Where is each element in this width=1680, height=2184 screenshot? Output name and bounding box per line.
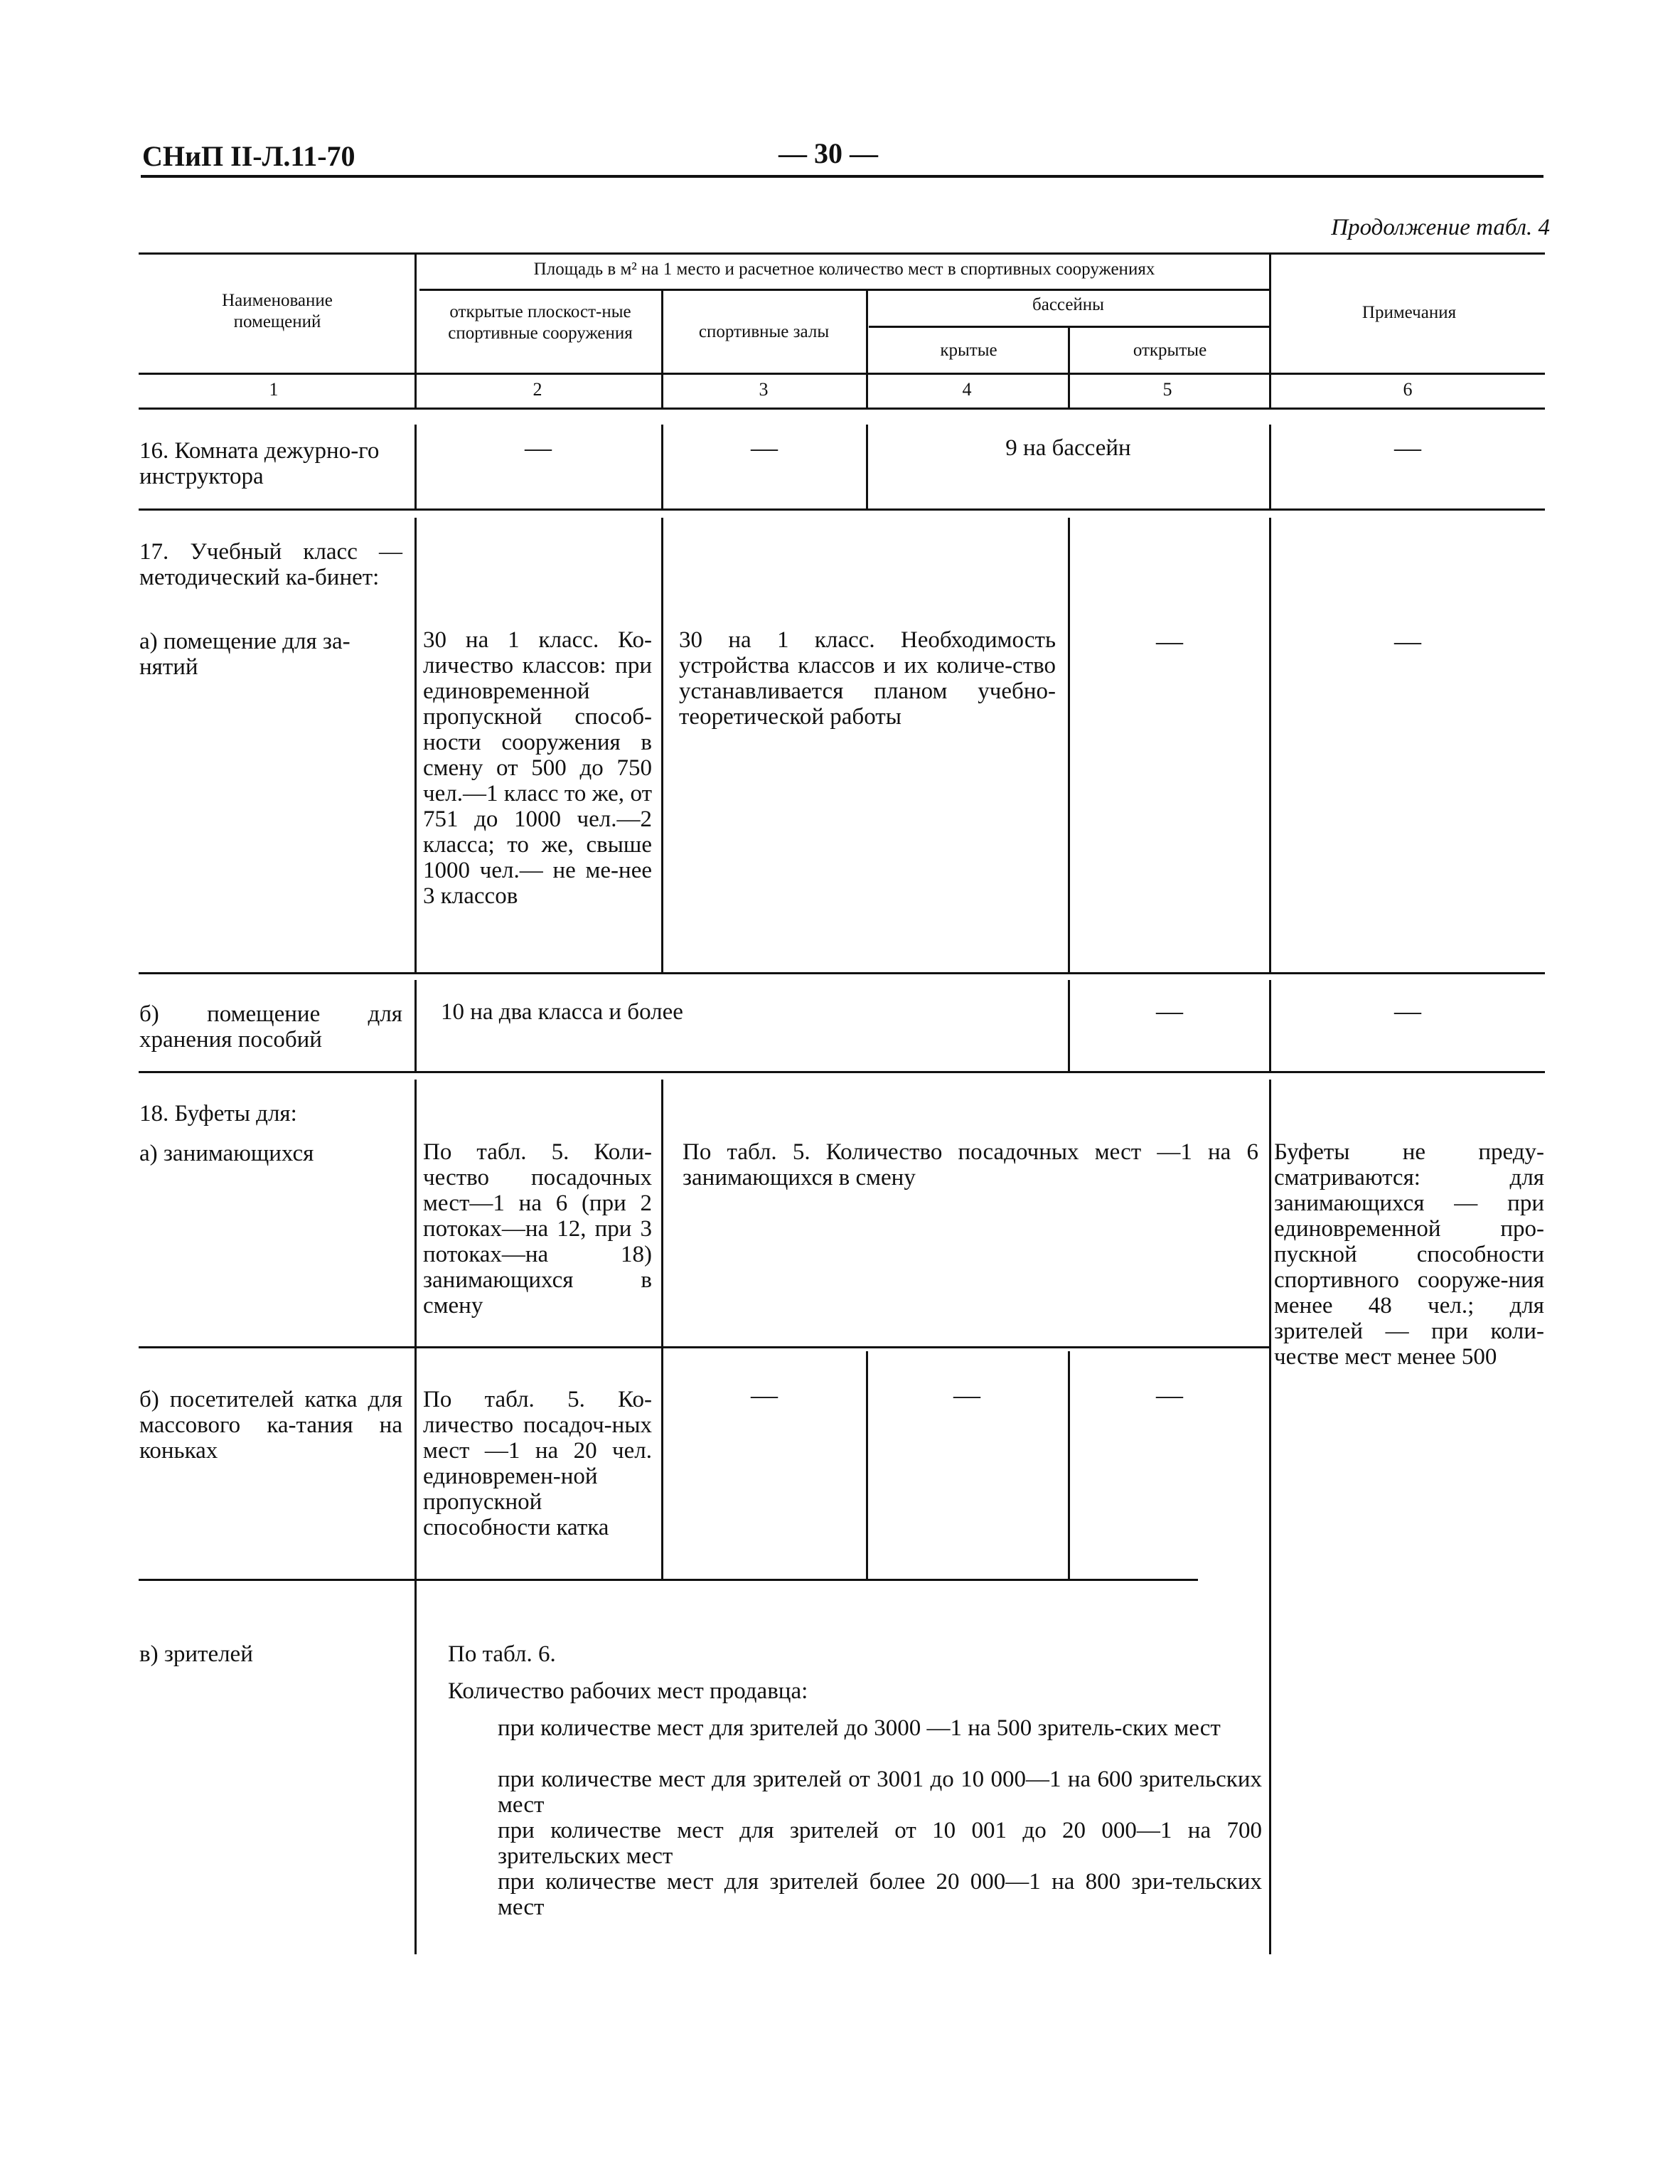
column-number-6: 6: [1403, 379, 1413, 400]
header-area-group: Площадь в м² на 1 место и расчетное количество мест в спортивных сооружениях: [533, 260, 1155, 279]
divider-col4: [1068, 326, 1070, 407]
page-number: — 30 —: [779, 137, 878, 169]
row16-bottom-rule: [139, 508, 1545, 511]
row18a-name: а) занимающихся: [139, 1141, 314, 1166]
header-sports-halls: спортивные залы: [698, 322, 830, 341]
row18c-reference: По табл. 6.: [448, 1641, 556, 1667]
row18-name: 18. Буфеты для:: [139, 1101, 297, 1126]
divider-col2-r16: [661, 425, 663, 508]
divider-col4-r17: [1068, 518, 1070, 972]
row18b-col4-dash: —: [953, 1380, 980, 1410]
row18b-name: б) посетителей катка для массового ка-тания на коньках: [139, 1387, 402, 1464]
row18c-item-2: при количестве мест для зрителей от 3001 до 10 000—1 на 600 зрительских мест: [498, 1767, 1262, 1818]
divider-col3-r16: [866, 425, 868, 508]
header-notes: Примечания: [1361, 303, 1457, 322]
divider-col4-r18b: [1068, 1351, 1070, 1579]
header-room-name: Наименование помещений: [222, 291, 333, 331]
number-row-rule: [139, 407, 1545, 410]
row18b-col3-dash: —: [751, 1380, 778, 1410]
column-number-2: 2: [533, 379, 542, 400]
header-pools: бассейны: [1032, 295, 1104, 314]
row18b-bottom-rule: [139, 1579, 1198, 1581]
row17b-col24: 10 на два класса и более: [441, 999, 683, 1025]
divider-col5-r18: [1269, 1080, 1271, 1954]
row17a-bottom-rule: [139, 972, 1545, 974]
row18c-item-4: при количестве мест для зрителей более 20 000—1 на 800 зри-тельских мест: [498, 1869, 1262, 1920]
row16-col3-dash: —: [751, 433, 778, 463]
row18c-name: в) зрителей: [139, 1641, 253, 1667]
divider-col1-r16: [414, 425, 417, 508]
header-indoor: крытые: [940, 341, 997, 360]
row17b-notes-dash: —: [1394, 996, 1421, 1026]
header-rule: [141, 175, 1543, 178]
header-rule-bottom: [139, 373, 1545, 375]
row18a-col35: По табл. 5. Количество посадочных мест —1 на 6 занимающихся в смену: [683, 1139, 1258, 1190]
document-code: СНиП II-Л.11-70: [142, 140, 355, 172]
divider-col1-r18: [414, 1080, 417, 1954]
divider-col1-r17: [414, 518, 417, 972]
row18b-col2: По табл. 5. Ко-личество посадоч-ных мест —1 на 20 чел. единовремен-ной пропускной способности катка: [423, 1387, 652, 1540]
column-number-5: 5: [1162, 379, 1172, 400]
row17b-col5-dash: —: [1156, 996, 1183, 1026]
row17b-bottom-rule: [139, 1071, 1545, 1073]
table-continuation-label: Продолжение табл. 4: [1331, 215, 1550, 240]
row18-note: Буфеты не преду-сматриваются: для занимающихся — при единовременной про-пускной способности спортивного сооруже-ния менее 48 чел.; для зрителей — при коли-честве мест менее 500: [1274, 1139, 1544, 1370]
row18a-bottom-rule: [139, 1346, 1269, 1348]
row17-name: 17. Учебный класс — методический ка-бинет:: [139, 539, 402, 590]
divider-col3-r18b: [866, 1351, 868, 1579]
divider-col2-r18: [661, 1080, 663, 1579]
row17a-notes-dash: —: [1394, 627, 1421, 656]
row16-notes-dash: —: [1394, 433, 1421, 463]
column-number-1: 1: [269, 379, 279, 400]
column-number-3: 3: [759, 379, 769, 400]
row16-col2-dash: —: [525, 433, 552, 463]
header-open-flat: открытые плоскост-ные спортивные сооружения: [448, 302, 633, 343]
row17a-col2: 30 на 1 класс. Ко-личество классов: при единовременной пропускной способ-ности сооружения в смену от 500 до 750 чел.—1 класс то же, от 751 до 1000 чел.—2 класса; то же, свыше 1000 чел.— не ме-нее 3 классов: [423, 627, 652, 909]
row17a-col34: 30 на 1 класс. Необходимость устройства классов и их количе-ство устанавливается планом учебно-теоретической работы: [679, 627, 1056, 730]
row16-pools: 9 на бассейн: [1005, 435, 1131, 461]
divider-col5: [1269, 252, 1271, 407]
row18b-col5-dash: —: [1156, 1380, 1183, 1410]
divider-col1: [414, 252, 417, 407]
row18c-item-3: при количестве мест для зрителей от 10 001 до 20 000—1 на 700 зрительских мест: [498, 1818, 1262, 1869]
row17b-name: б) помещение для хранения пособий: [139, 1001, 402, 1053]
divider-col5-r17: [1269, 518, 1271, 972]
divider-col1-r17b: [414, 980, 417, 1071]
row16-name: 16. Комната дежурно-го инструктора: [139, 438, 380, 489]
header-outdoor: открытые: [1133, 341, 1207, 360]
row17a-name: а) помещение для за-нятий: [139, 629, 351, 680]
divider-col2: [661, 289, 663, 407]
divider-col4-r17b: [1068, 980, 1070, 1071]
row17a-col5-dash: —: [1156, 627, 1183, 656]
column-number-4: 4: [962, 379, 972, 400]
row18c-intro: Количество рабочих мест продавца:: [448, 1678, 808, 1704]
divider-col5-r16: [1269, 425, 1271, 508]
divider-col2-r17: [661, 518, 663, 972]
divider-col5-r17b: [1269, 980, 1271, 1071]
table-top-rule: [139, 252, 1545, 255]
row18a-col2: По табл. 5. Коли-чество посадочных мест—1 на 6 (при 2 потоках—на 12, при 3 потоках—на 18) занимающихся в смену: [423, 1139, 652, 1319]
row18c-item-1: при количестве мест для зрителей до 3000 —1 на 500 зритель-ских мест: [498, 1715, 1221, 1741]
divider-col3: [866, 289, 868, 407]
header-rule-area: [419, 289, 1269, 291]
